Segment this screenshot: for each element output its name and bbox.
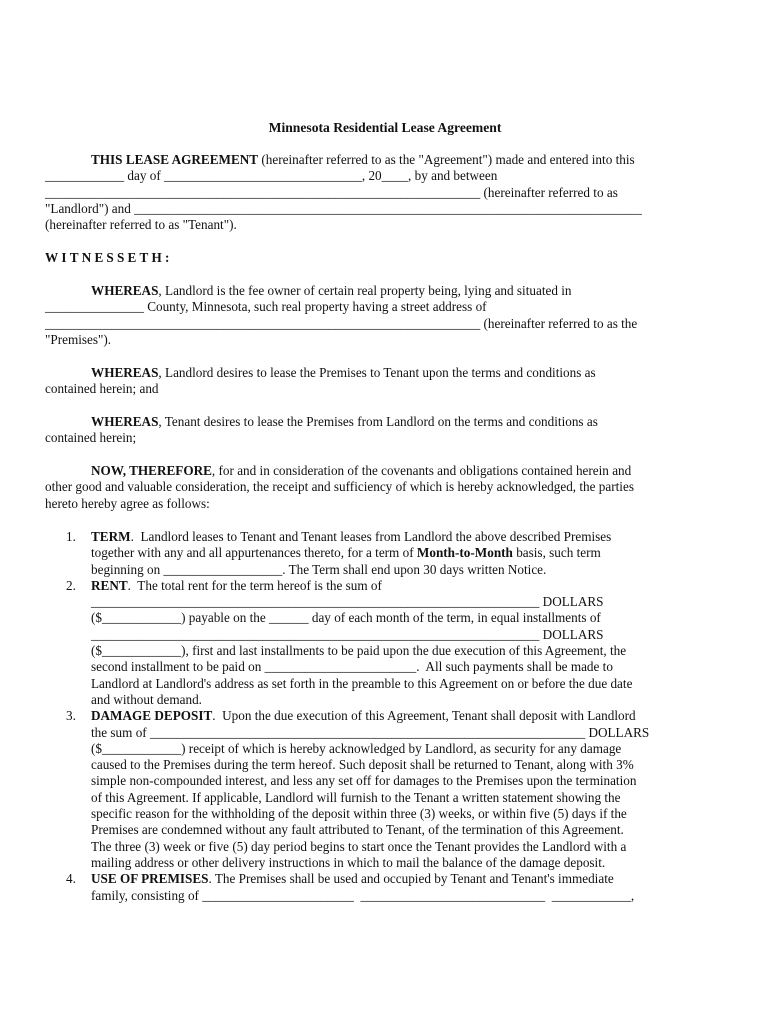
damage-deposit-heading: DAMAGE DEPOSIT [91,708,213,724]
item-number: 3. [66,708,76,724]
whereas3-line-2: contained herein; [45,430,137,446]
intro-line-5: (hereinafter referred to as "Tenant"). [45,217,237,233]
whereas-paragraph-2 [45,365,735,398]
whereas3-line-1: WHEREAS, Tenant desires to lease the Premises from Landlord on the terms and conditions as [91,414,598,429]
whereas-paragraph-3 [45,414,735,447]
term-heading: TERM [91,529,131,544]
terms-list [45,529,735,904]
document-title: Minnesota Residential Lease Agreement [268,120,502,135]
whereas-paragraph-1 [45,283,735,348]
list-item-use-of-premises: 4. USE OF PREMISES. The Premises shall be used and occupied by Tenant and Tenant's immediate family, consisting of _______________________ ____________________________ ____________, [66,871,635,903]
list-item-damage-deposit: 3. DAMAGE DEPOSIT. Upon the due execution of this Agreement, Tenant shall deposit with Landlord the sum of __________________________________________________________________ DOLLARS ($____________) receipt of which is hereby acknowledged by Landlord, as security for any damage caused to the Premises during the term hereof. Such deposit shall be returned to Tenant, along with 3% simple non-compounded interest, and less any set off for damages to the Premises upon the termination of this Agreement. If applicable, Landlord will furnish to the Tenant a written statement showing the specific reason for the withholding of the deposit within three (3) weeks, or within five (5) days if the Premises are condemned without any fault attributed to Tenant, of the termination of this Agreement. The three (3) week or five (5) day period begins to start once the Tenant provides the Landlord with a mailing address or other delivery instructions in which to mail the balance of the damage deposit. [66,708,650,870]
now-therefore-line-3: hereto hereby agree as follows: [45,495,210,511]
item-number: 4. [66,871,76,887]
intro-lead: THIS LEASE AGREEMENT [91,152,259,167]
witnesseth-heading: WITNESSETH: [45,250,173,265]
item-number: 1. [66,529,76,544]
list-item-rent: 2. RENT. The total rent for the term hereof is the sum of ____________________________________________________________________ DOLLARS ($____________) payable on the ______ day of each month of the term, in equal installments of ____________________________________________________________________ DOLLARS ($____________), first and last installments to be paid upon the due execution of this Agreement, the second installment to be paid on _______________________. All such payments shall be made to Landlord at Landlord's address as set forth in the preamble to this Agreement on or before the due date and without demand. [66,577,633,707]
whereas1-line-4: "Premises"). [45,331,112,347]
whereas1-line-3: __________________________________________________________________ (hereinafter referred to as the [45,315,638,331]
item-number: 2. [66,577,76,593]
rent-heading: RENT [91,577,128,593]
whereas2-line-2: contained herein; and [45,381,159,397]
whereas1-line-2: _______________ County, Minnesota, such real property having a street address of [45,299,487,315]
use-of-premises-heading: USE OF PREMISES [91,871,209,887]
whereas1-line-1: WHEREAS, Landlord is the fee owner of certain real property being, lying and situated in [91,283,572,298]
now-therefore-paragraph [45,463,735,512]
now-therefore-line-1: NOW, THEREFORE, for and in consideration of the covenants and obligations contained herein and [91,463,632,478]
whereas2-line-1: WHEREAS, Landlord desires to lease the Premises to Tenant upon the terms and conditions as [91,365,596,380]
now-therefore-line-2: other good and valuable consideration, the receipt and sufficiency of which is hereby acknowledged, the parties [45,479,634,495]
intro-line-4: "Landlord") and _____________________________________________________________________________ [45,200,642,216]
intro-line-1: THIS LEASE AGREEMENT (hereinafter referred to as the "Agreement") made and entered into this [91,152,635,167]
list-item-term: 1. TERM. Landlord leases to Tenant and Tenant leases from Landlord the above described Premises together with any and all appurtenances thereto, for a term of Month-to-Month basis, such term beginning on __________________. The Term shall end upon 30 days written Notice. [66,529,612,577]
intro-line-3: __________________________________________________________________ (hereinafter referred to as [45,184,618,200]
intro-paragraph [45,152,735,233]
intro-line-2: ____________ day of ______________________________, 20____, by and between [45,168,498,184]
